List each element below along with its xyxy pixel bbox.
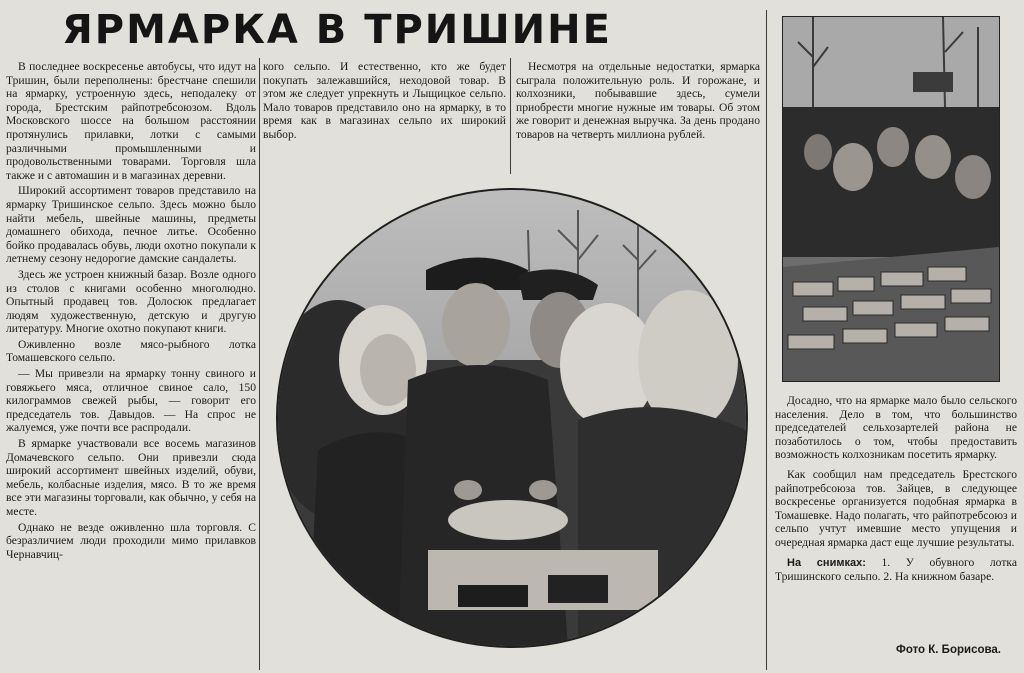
photo-credit: Фото К. Борисова. [896,644,1001,656]
paragraph: Здесь же устроен книжный базар. Возле одного из столов с книгами особенно многолюдно. Опытный продавец тов. Долосюк предлагает людям художественную, детскую и другую литературу. Многие охотно покупают книги. [6,267,256,336]
headline: ЯРМАРКА В ТРИШИНЕ [62,7,612,53]
paragraph: Однако не везде оживленно шла торговля. С безразличием люди проходили мимо прилавков Чернавчиц- [6,520,256,561]
paragraph: кого сельпо. И естественно, кто же будет покупать залежавшийся, неходовой товар. В этом же следует упрекнуть и Лыщицкое сельпо. Мало товаров представило оно на ярмарку, в то время как в магазинах сельпо их широкий выбор. [263,60,506,141]
article-column-1 [6,60,256,670]
article-column-2 [263,60,506,172]
column-rule [510,58,511,174]
paragraph: Досадно, что на ярмарке мало было сельского населения. Дело в том, что большинство председателей сельхозартелей района не позаботилось о том, чтобы предоставить возможность колхозникам посетить ярмарку. [775,394,1017,462]
paragraph: Оживленно возле мясо-рыбного лотка Томашевского сельпо. [6,337,256,365]
paragraph: В ярмарке участвовали все восемь магазинов Домачевского сельпо. Они привезли сюда широкий ассортимент швейных изделий, обуви, мебель, колбасные изделия, мясо. В то же время все эти магазины торговали, как обычно, у себя на месте. [6,437,256,518]
photo-shoe-stall [276,188,748,648]
paragraph: Широкий ассортимент товаров представило на ярмарку Тришинское сельпо. Здесь можно было найти мебель, швейные машины, предметы домашнего обихода, печное литье. Особенно бойко продавалась обувь, люди охотно покупали к летнему сезону недорогие дамские сандалеты. [6,184,256,266]
caption-text: 1. У обувного лотка Тришинского сельпо. 2. На книжном базаре. [775,555,1017,584]
paragraph: Несмотря на отдельные недостатки, ярмарка сыграла положительную роль. И горожане, и колхозники, побывавшие здесь, сумели приобрести многие нужные им товары. Об этом же говорит и денежная выручка. За день продано товаров на четверть миллиона рублей. [516,60,760,141]
article-column-3 [516,60,760,172]
paragraph: Как сообщил нам председатель Брестского райпотребсоюза тов. Зайцев, в следующее воскресенье организуется подобная ярмарка в Томашевке. Надо полагать, что райпотребсоюз и сельпо учтут имевшие место упущения и очередная ярмарка даст еще лучшие результаты. [775,467,1017,549]
photo-book-bazaar [782,16,1000,382]
photo-caption [775,556,1017,584]
article-column-4 [775,394,1017,664]
paragraph: — Мы привезли на ярмарку тонну свиного и говяжьего мяса, отличное свиное сало, 150 килограммов свежей рыбы, — говорит его председатель тов. Давыдов. — На спрос не жалуемся, уже почти все распродали. [6,367,256,435]
column-rule [259,58,260,670]
column-rule [766,10,767,670]
paragraph: В последнее воскресенье автобусы, что идут на Тришин, были переполнены: брестчане спешили на ярмарку, устроенную здесь, неподалеку от города, Брестским райпотребсоюзом. Вдоль Московского шоссе на большом расстоянии протянулись прилавки, лотки с самыми различными промышленными и продовольственными товарами. Торговля шла также и с автомашин и в магазинах деревни. [6,60,256,182]
caption-label: На снимках: [787,556,866,569]
